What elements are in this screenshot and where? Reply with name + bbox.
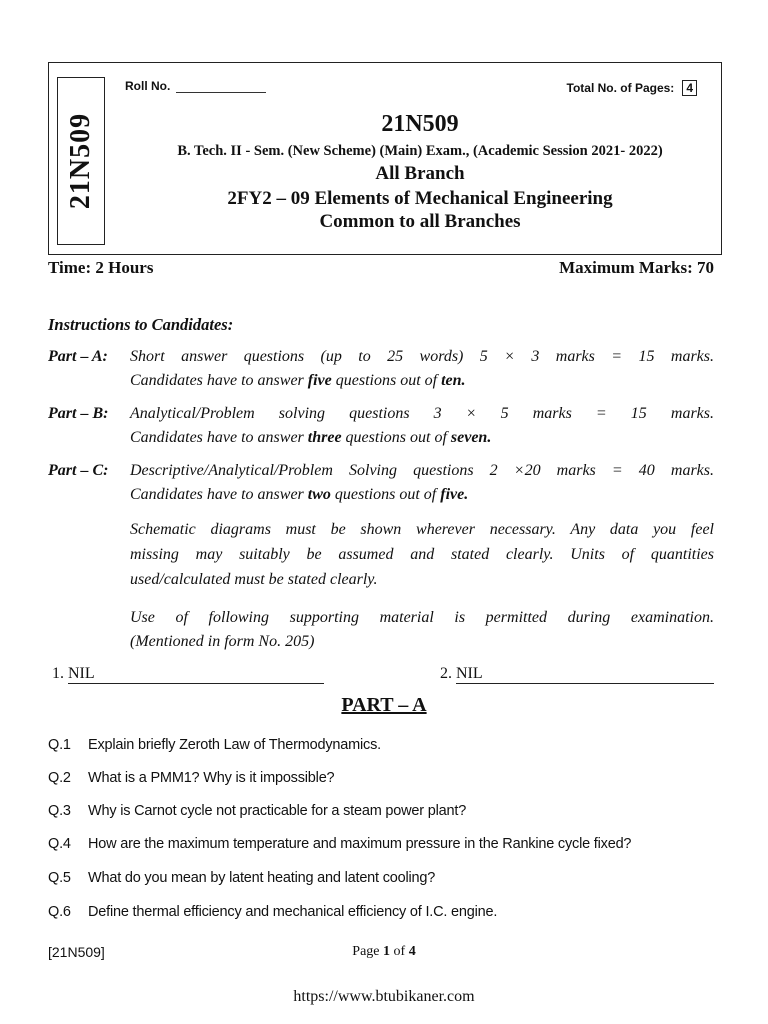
part-requirement: Candidates have to answer three questions out of seven. (130, 429, 492, 446)
question-text: Define thermal efficiency and mechanical efficiency of I.C. engine. (88, 904, 498, 920)
supporting-material-1 (52, 665, 324, 684)
total-pages-value: 4 (682, 80, 697, 96)
question-number: Q.1 (48, 737, 71, 753)
question-number: Q.6 (48, 904, 71, 920)
supporting-material-2 (440, 665, 714, 684)
roll-no (125, 79, 266, 93)
note-line: missing may suitably be assumed and stated clearly. Units of quantities (130, 546, 714, 563)
part-a-heading: PART – A (341, 694, 427, 716)
note-line: Use of following supporting material is permitted during examination. (130, 609, 714, 626)
part-label: Part – C: (48, 462, 109, 479)
vertical-code-box (57, 77, 105, 245)
question-number: Q.5 (48, 870, 71, 886)
page-number: Page 1 of 4 (352, 944, 416, 959)
question-item (48, 904, 497, 920)
subject: 2FY2 – 09 Elements of Mechanical Engineering (227, 188, 613, 209)
question-number: Q.3 (48, 803, 71, 819)
total-pages-label: Total No. of Pages: (566, 81, 675, 95)
instructions-title: Instructions to Candidates: (48, 315, 234, 334)
question-item (48, 737, 381, 753)
branch: All Branch (375, 163, 465, 184)
common-to-branches: Common to all Branches (319, 211, 521, 232)
material-number: 1. (52, 665, 64, 682)
question-item (48, 770, 334, 786)
time-allowed: Time: 2 Hours (48, 258, 154, 277)
note-line: (Mentioned in form No. 205) (130, 633, 315, 650)
question-item (48, 836, 631, 852)
note-line: Schematic diagrams must be shown wherever necessary. Any data you feel (130, 521, 714, 538)
material-value: NIL (68, 665, 324, 684)
maximum-marks: Maximum Marks: 70 (559, 258, 714, 277)
question-text: What is a PMM1? Why is it impossible? (88, 770, 335, 786)
total-pages (567, 80, 697, 96)
exam-line: B. Tech. II - Sem. (New Scheme) (Main) Exam., (Academic Session 2021- 2022) (177, 143, 663, 159)
roll-no-line (176, 92, 266, 93)
material-number: 2. (440, 665, 452, 682)
roll-no-label: Roll No. (125, 79, 171, 93)
material-value: NIL (456, 665, 714, 684)
website-url[interactable]: https://www.btubikaner.com (293, 988, 475, 1005)
part-label: Part – A: (48, 348, 108, 365)
question-text: Why is Carnot cycle not practicable for a steam power plant? (88, 803, 467, 819)
part-requirement: Candidates have to answer two questions out of five. (130, 486, 469, 503)
paper-code: 21N509 (381, 111, 459, 137)
question-text: How are the maximum temperature and maximum pressure in the Rankine cycle fixed? (88, 836, 632, 852)
vertical-paper-code: 21N509 (65, 112, 96, 210)
question-number: Q.2 (48, 770, 71, 786)
header-box (48, 62, 722, 255)
question-number: Q.4 (48, 836, 71, 852)
note-line: used/calculated must be stated clearly. (130, 571, 378, 588)
part-description: Descriptive/Analytical/Problem Solving questions 2 ×20 marks = 40 marks. (130, 462, 714, 479)
part-description: Short answer questions (up to 25 words) 5 × 3 marks = 15 marks. (130, 348, 714, 365)
part-description: Analytical/Problem solving questions 3 × 5 marks = 15 marks. (130, 405, 714, 422)
footer-paper-code: [21N509] (48, 944, 105, 960)
question-text: What do you mean by latent heating and latent cooling? (88, 870, 436, 886)
part-label: Part – B: (48, 405, 109, 422)
question-item (48, 870, 435, 886)
question-text: Explain briefly Zeroth Law of Thermodynamics. (88, 737, 381, 753)
part-requirement: Candidates have to answer five questions out of ten. (130, 372, 466, 389)
question-item (48, 803, 466, 819)
